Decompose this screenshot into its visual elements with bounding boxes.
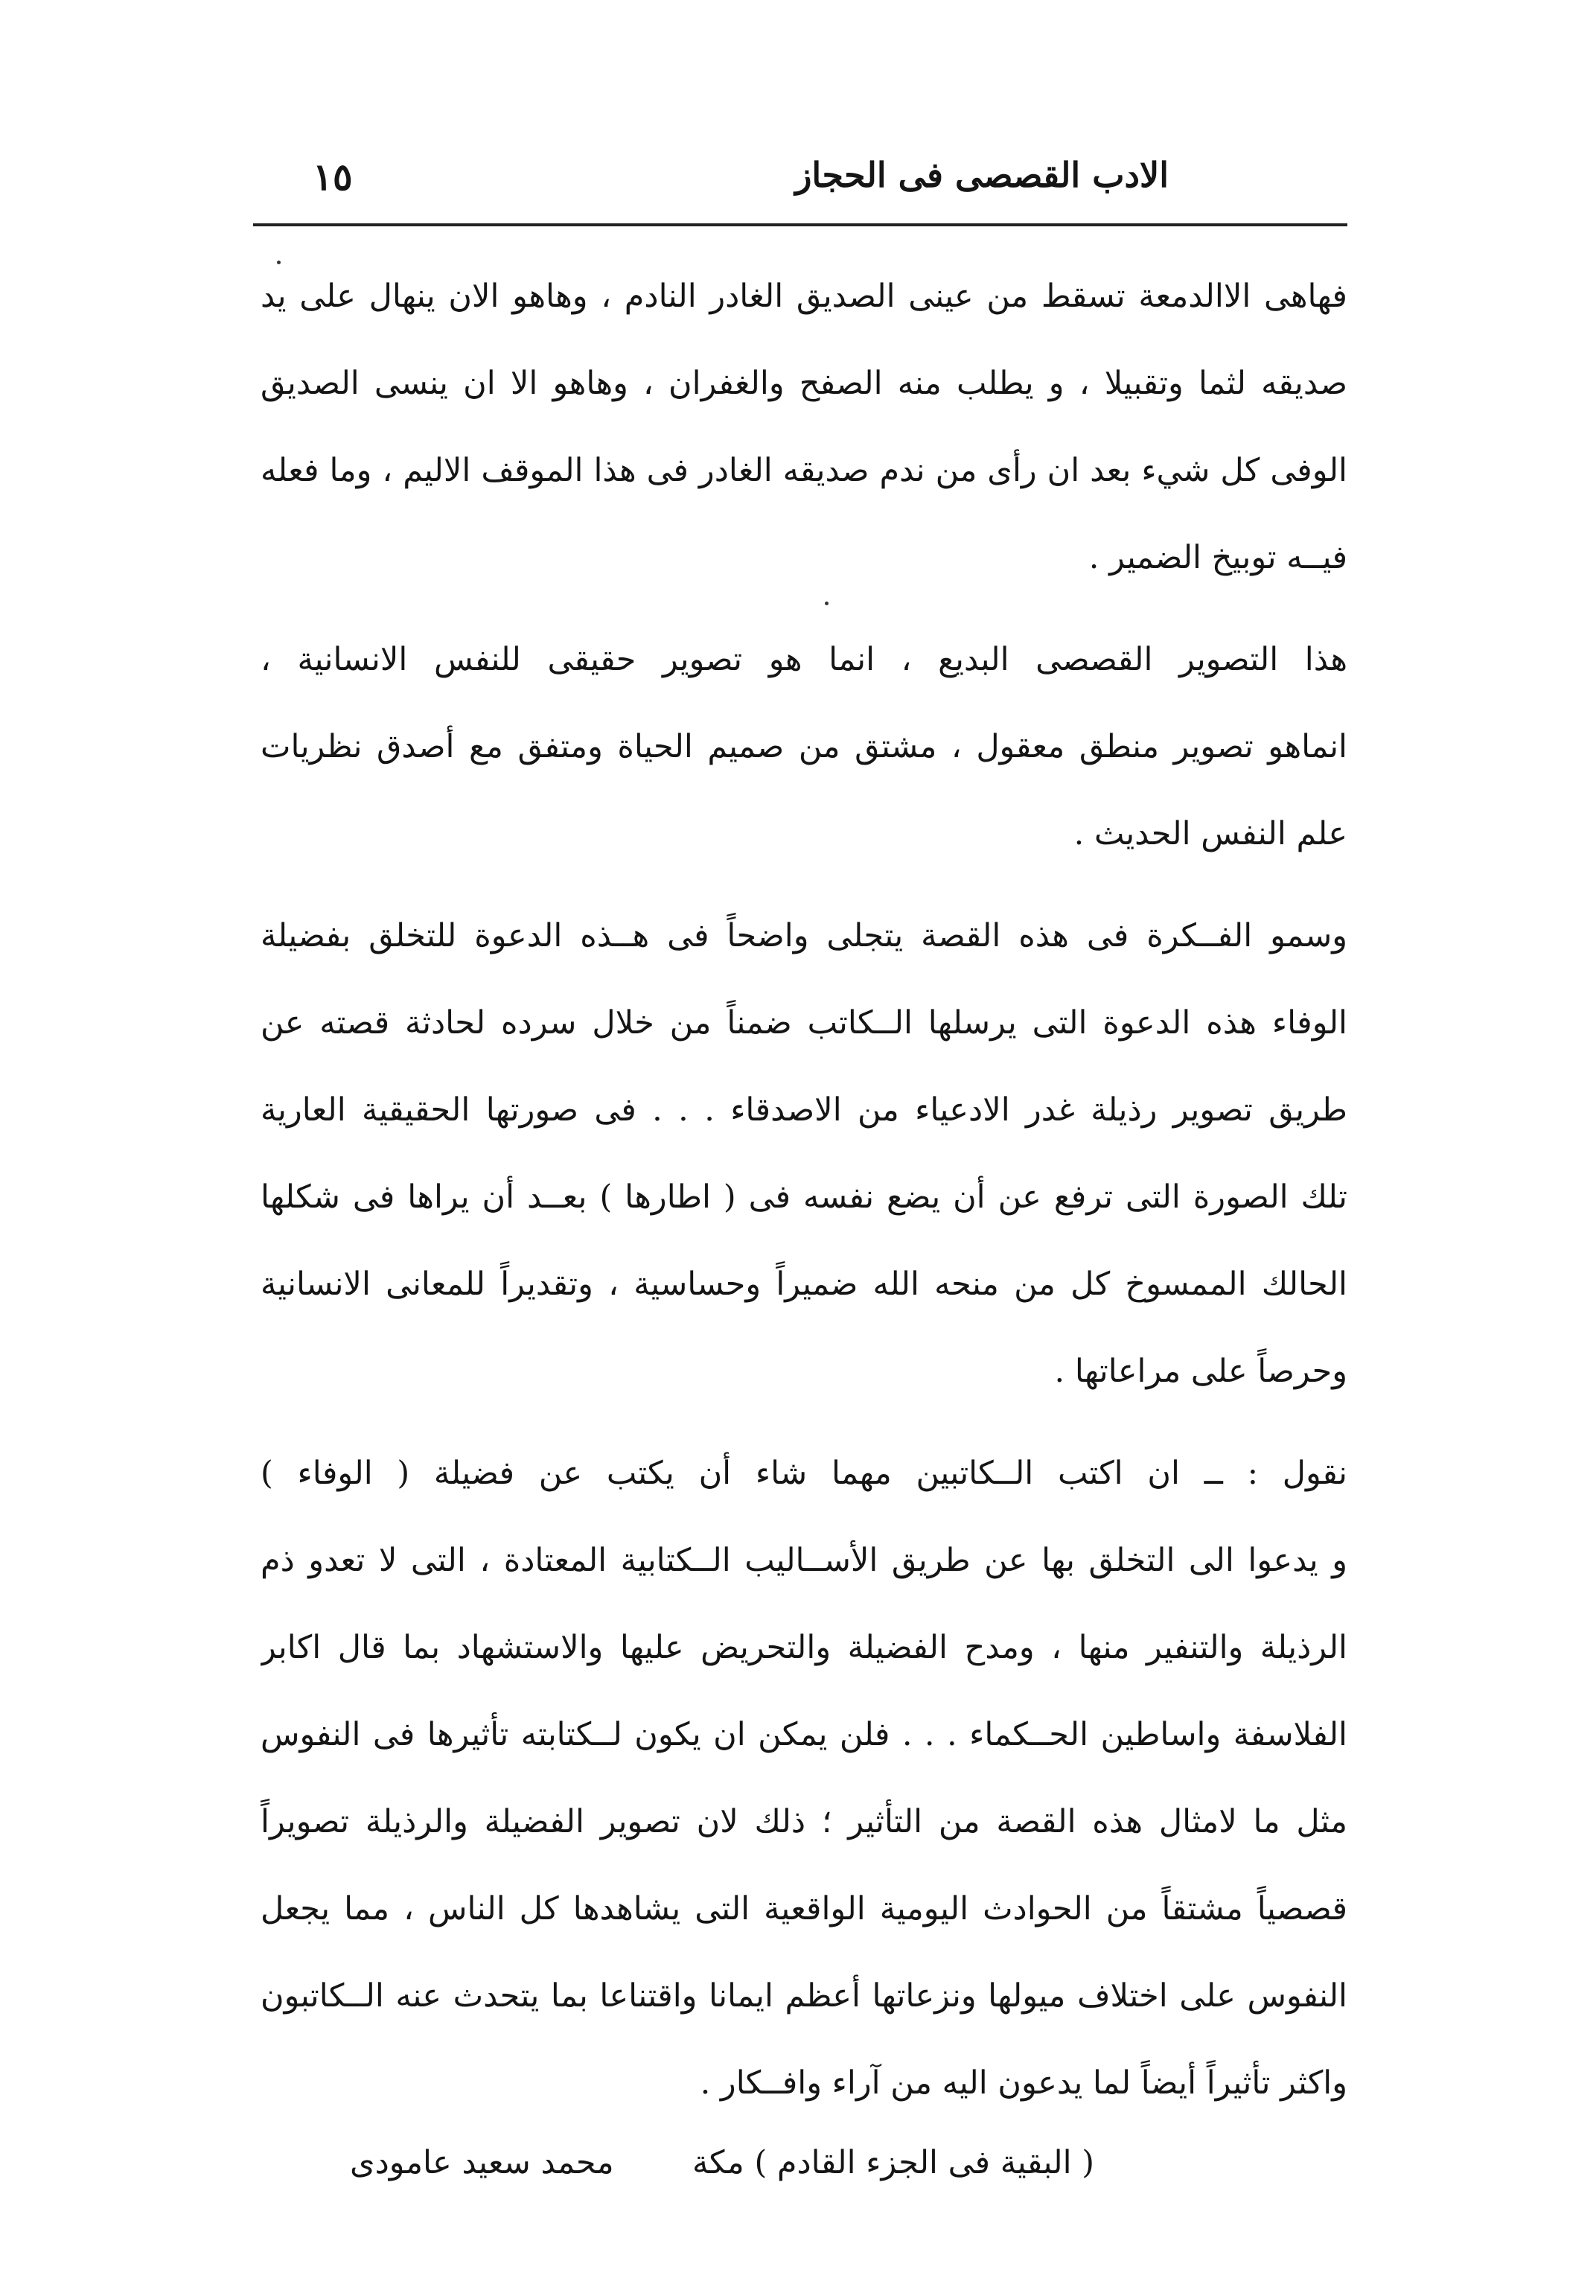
- text-line: فهاهى الاالدمعة تسقط من عينى الصديق الغادر النادم ، وهاهو الان ينهال على يد: [261, 278, 1347, 315]
- text-line: النفوس على اختلاف ميولها ونزعاتها أعظم ايمانا واقتناعا بما يتحدث عنه الــكاتبون: [261, 1977, 1347, 2015]
- header-rule: [253, 223, 1347, 226]
- text-line: الرذيلة والتنفير منها ، ومدح الفضيلة والتحريض عليها والاستشهاد بما قال اكابر: [261, 1629, 1347, 1666]
- text-line: الحالك الممسوخ كل من منحه الله ضميراً وحساسية ، وتقديراً للمعانى الانسانية: [261, 1266, 1347, 1303]
- paragraph-3: [261, 893, 1347, 1415]
- paragraph-2: [261, 616, 1347, 878]
- article-footer: [350, 2144, 1094, 2211]
- text-line: واكثر تأثيراً أيضاً لما يدعون اليه من آراء وافــكار .: [700, 2064, 1347, 2102]
- text-line: فيــه توبيخ الضمير .: [1088, 539, 1347, 576]
- scan-speck: [825, 602, 829, 605]
- text-line: و يدعوا الى التخلق بها عن طريق الأســاليب الــكتابية المعتادة ، التى لا تعدو ذم: [261, 1542, 1347, 1579]
- text-line: علم النفس الحديث .: [1073, 815, 1347, 852]
- continuation-note: ( البقية فى الجزء القادم ) مكة: [692, 2144, 1094, 2181]
- page-number: ١٥: [313, 155, 353, 199]
- text-line: طريق تصوير رذيلة غدر الادعياء من الاصدقاء . . . فى صورتها الحقيقية العارية: [261, 1091, 1347, 1129]
- text-line: تلك الصورة التى ترفع عن أن يضع نفسه فى ( اطارها ) بعــد أن يراها فى شكلها: [261, 1179, 1347, 1216]
- page-header: [253, 155, 1347, 207]
- text-line: نقول : ــ ان اكتب الــكاتبين مهما شاء أن يكتب عن فضيلة ( الوفاء ): [261, 1455, 1347, 1492]
- paragraph-1: [261, 253, 1347, 602]
- text-line: الوفاء هذه الدعوة التى يرسلها الــكاتب ضمناً من خلال سرده لحادثة قصته عن: [261, 1004, 1347, 1042]
- text-line: مثل ما لامثال هذه القصة من التأثير ؛ ذلك لان تصوير الفضيلة والرذيلة تصويراً: [261, 1803, 1347, 1840]
- running-title: الادب القصصى فى الحجاز: [795, 155, 1169, 195]
- author-signature: محمد سعيد عامودى: [350, 2144, 614, 2181]
- text-line: هذا التصوير القصصى البديع ، انما هو تصوير حقيقى للنفس الانسانية ،: [261, 641, 1347, 678]
- text-line: الفلاسفة واساطين الحــكماء . . . فلن يمكن ان يكون لــكتابته تأثيرها فى النفوس: [261, 1716, 1347, 1753]
- scan-speck: [277, 261, 281, 264]
- paragraph-4: [261, 1430, 1347, 2127]
- text-line: صديقه لثما وتقبيلا ، و يطلب منه الصفح والغفران ، وهاهو الا ان ينسى الصديق: [261, 365, 1347, 402]
- article-body: [261, 253, 1347, 2142]
- text-line: انماهو تصوير منطق معقول ، مشتق من صميم الحياة ومتفق مع أصدق نظريات: [261, 728, 1347, 765]
- text-line: وسمو الفــكرة فى هذه القصة يتجلى واضحاً فى هــذه الدعوة للتخلق بفضيلة: [261, 917, 1347, 954]
- text-line: قصصياً مشتقاً من الحوادث اليومية الواقعية التى يشاهدها كل الناس ، مما يجعل: [261, 1890, 1347, 1927]
- text-line: الوفى كل شيء بعد ان رأى من ندم صديقه الغادر فى هذا الموقف الاليم ، وما فعله: [261, 452, 1347, 489]
- text-line: وحرصاً على مراعاتها .: [1054, 1353, 1347, 1390]
